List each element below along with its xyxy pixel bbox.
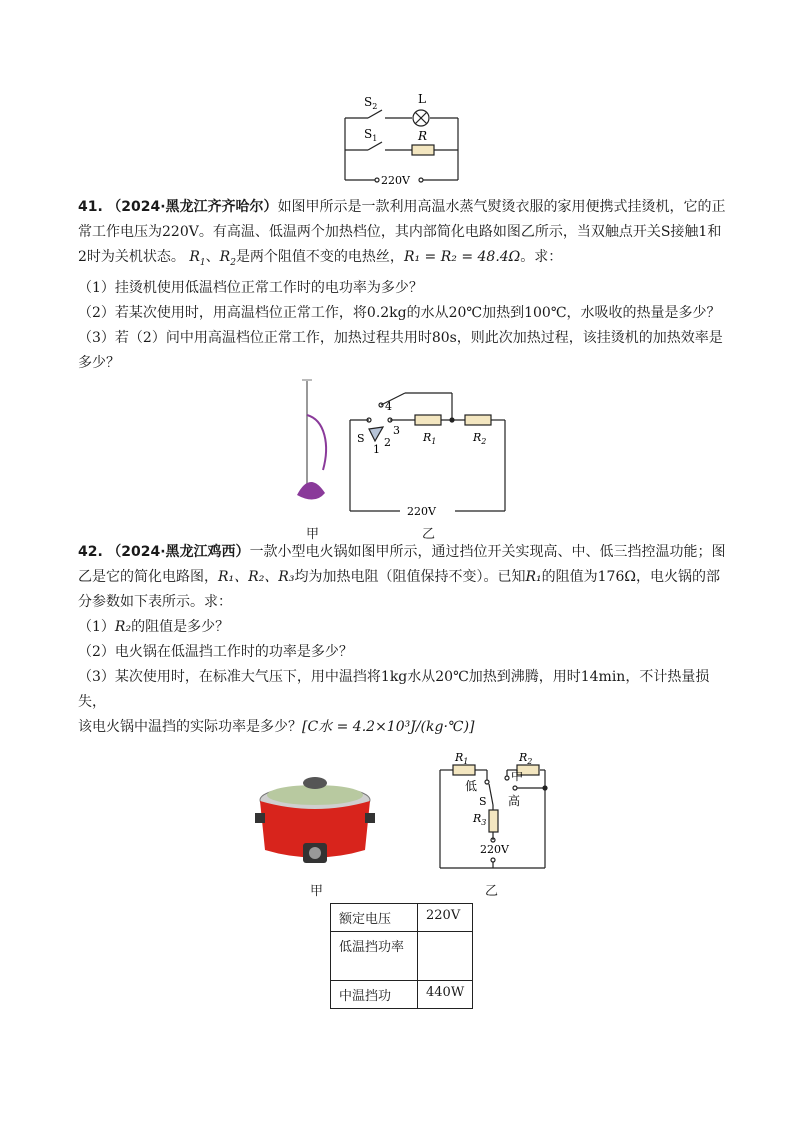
- question-source: （2024·黑龙江鸡西）: [107, 544, 250, 560]
- sub-question-3: （3）某次使用时，在标准大气压下，用中温挡将1kg水从20℃加热到沸腾，用时14min，不计热量损失，: [78, 669, 710, 710]
- figure-jia-label: 甲: [306, 527, 320, 542]
- lamp-label: L: [418, 92, 426, 106]
- sub-question-2: （2）电火锅在低温挡工作时的功率是多少？: [78, 644, 353, 660]
- svg-text:R2: $R_2$: [519, 751, 533, 766]
- question-text: 常工作电压为220V。有高温、低温两个加热档位，其内部简化电路如图乙所示，当双触点开关S接触1和: [78, 224, 722, 240]
- svg-text:中: 中: [511, 769, 524, 783]
- svg-text:2: 2: [384, 436, 391, 449]
- parameter-table: [330, 903, 473, 1009]
- svg-text:S: S: [357, 432, 365, 445]
- sub-question-1: （1）R₂的阻值是多少？: [78, 619, 230, 635]
- svg-text:R1: $R_1$: [423, 431, 437, 446]
- circuit-diagram-top: [330, 90, 480, 190]
- svg-text:4: 4: [385, 400, 392, 413]
- sub-question-3: （3）若（2）问中用高温档位正常工作，加热过程共用时80s，则此次加热过程，该挂烫机的加热效率是: [78, 329, 723, 346]
- table-row: 中温挡功 440W: [331, 981, 473, 1009]
- question-text: 一款小型电火锅如图甲所示，通过挡位开关实现高、中、低三挡控温功能；图: [249, 544, 726, 560]
- svg-text:R3: $R_3$: [473, 812, 487, 827]
- r1-symbol: $R_1$: [189, 249, 206, 268]
- figure-jia-label: 甲: [310, 884, 324, 899]
- question-source: （2024·黑龙江齐齐哈尔）: [107, 199, 278, 215]
- sub-question-1: （1）挂烫机使用低温档位正常工作时的电功率为多少？: [78, 279, 423, 296]
- steamer-circuit-diagram: [345, 383, 515, 523]
- table-row: 低温挡功率: [331, 932, 473, 981]
- svg-text:1: 1: [373, 443, 380, 456]
- voltage-label: 220V: [381, 174, 410, 187]
- figure-yi-label: 乙: [485, 884, 499, 899]
- hot-pot-circuit-diagram: [435, 750, 555, 878]
- svg-text:R2: $R_2$: [473, 431, 487, 446]
- sub-question-2: （2）若某次使用时，用高温档位正常工作，将0.2kg的水从20℃加热到100℃，水吸收的热量是多少？: [78, 304, 721, 321]
- resistance-formula: R₁ = R₂ = 48.4Ω: [403, 249, 521, 265]
- question-number: 41.: [78, 199, 103, 215]
- svg-text:低: 低: [465, 779, 478, 793]
- switch-s1-label: $S_1$: [364, 127, 378, 143]
- svg-text:3: 3: [393, 424, 400, 437]
- svg-text:S: S: [479, 795, 487, 808]
- svg-text:R1: $R_1$: [455, 751, 469, 766]
- question-42-stem: 42. （2024·黑龙江鸡西）一款小型电火锅如图甲所示，通过挡位开关实现高、中、低三挡控温功能；图 乙是它的简化电路图，R₁、R₂、R₃均为加热电阻（阻值保持不变）。已知R₁的阻值为176Ω，电火锅的部 分参数如下表所示。求： （1）R₂的阻值是多少？ （2）电火锅在低温挡工作时的功率是多少？ （3）某次使用时，在标准大气压下，用中温挡将1kg水从20℃加热到沸腾，用时14min，不计热量损失， 该电火锅中温挡的实际功率是多少？[C水 = 4.2×10³J/(kg·℃)]: [78, 540, 728, 740]
- svg-text:高: 高: [508, 794, 521, 808]
- resistor-r-label: R: [418, 129, 428, 143]
- question-41-stem: 41. （2024·黑龙江齐齐哈尔）如图甲所示是一款利用高温水蒸气熨烫衣服的家用便携式挂烫机，它的正 常工作电压为220V。有高温、低温两个加热档位，其内部简化电路如图乙所示，当双触点开关S接触1和 2时为关机状态。 $R_1$、$R_2$是两个阻值不变的电热丝，R₁ = R₂ = 48.4Ω。求： （1）挂烫机使用低温档位正常工作时的电功率为多少？ （2）若某次使用时，用高温档位正常工作，将0.2kg的水从20℃加热到100℃，水吸收的热量是多少？ （3）若（2）问中用高温档位正常工作，加热过程共用时80s，则此次加热过程，该挂烫机的加热效率是 多少？: [78, 195, 728, 376]
- question-text: 如图甲所示是一款利用高温水蒸气熨烫衣服的家用便携式挂烫机，它的正: [277, 199, 726, 215]
- figure-yi-label: 乙: [422, 527, 436, 542]
- garment-steamer-image: [285, 375, 345, 520]
- svg-text:220V: 220V: [480, 843, 509, 856]
- hot-pot-image: [245, 765, 385, 875]
- r2-symbol: $R_2$: [219, 249, 236, 268]
- question-number: 42.: [78, 544, 103, 560]
- table-row: 额定电压 220V: [331, 904, 473, 932]
- svg-text:220V: 220V: [407, 505, 436, 518]
- switch-s2-label: $S_2$: [364, 95, 378, 111]
- specific-heat-formula: [C水 = 4.2×10³J/(kg·℃)]: [302, 719, 475, 735]
